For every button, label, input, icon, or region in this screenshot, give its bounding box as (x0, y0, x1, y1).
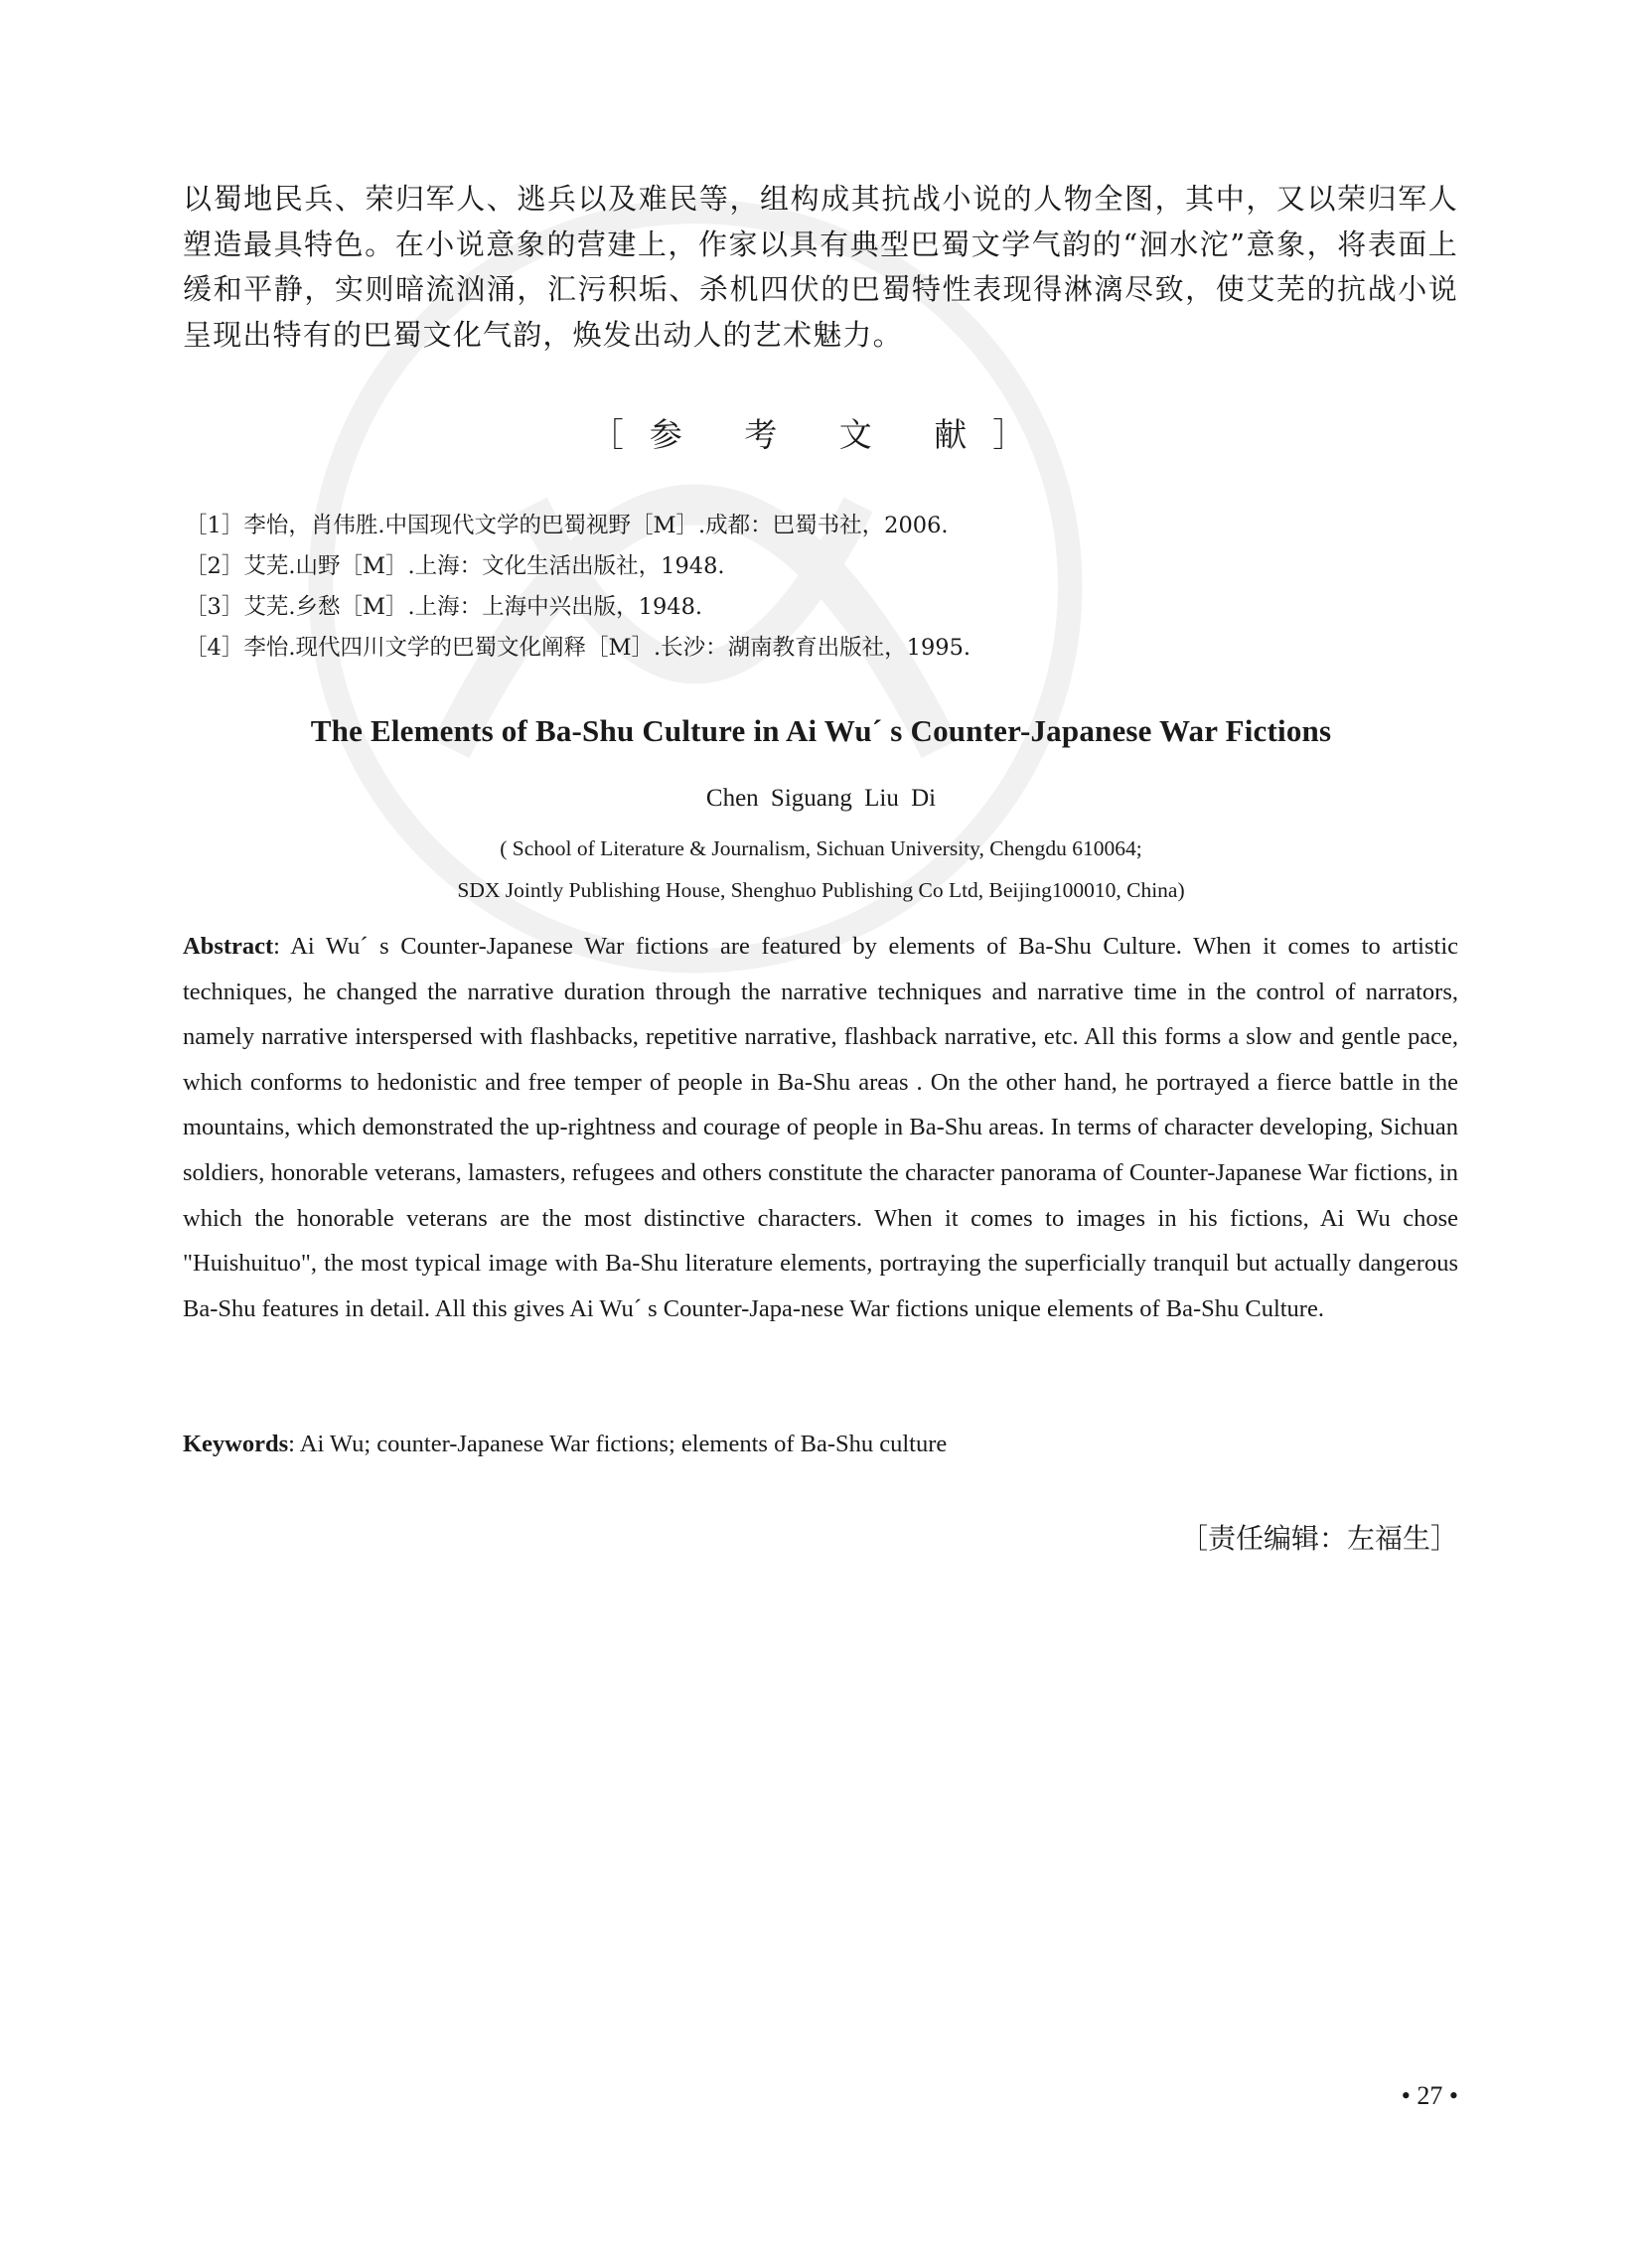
references-heading: ［参 考 文 献］ (590, 415, 1052, 454)
reference-item: ［1］李怡，肖伟胜.中国现代文学的巴蜀视野［M］.成都：巴蜀书社，2006. (185, 513, 949, 538)
chinese-body-paragraph: 以蜀地民兵、荣归军人、逃兵以及难民等，组构成其抗战小说的人物全图，其中，又以荣归军人塑造最具特色。在小说意象的营建上，作家以具有典型巴蜀文学气韵的“洄水沱”意象，将表面上缓和平静，实则暗流汹涌，汇污积垢、杀机四伏的巴蜀特性表现得淋漓尽致，使艾芜的抗战小说呈现出特有的巴蜀文化气韵，焕发出动人的艺术魅力。 (183, 182, 1458, 352)
english-keywords (183, 1422, 1458, 1466)
abstract-text: : Ai Wu´ s Counter-Japanese War fictions are featured by elements of Ba-Shu Culture. When it comes to artistic techniques, he changed the narrative duration through the narrative techniques and narrative time in the control of narrators, namely narrative interspersed with flashbacks, repetitive narrative, flashback narrative, etc. All this forms a slow and gentle pace, which conforms to hedonistic and free temper of people in Ba-Shu areas . On the other hand, he portrayed a fierce battle in the mountains, which demonstrated the up-rightness and courage of people in Ba-Shu areas. In terms of character developing, Sichuan soldiers, honorable veterans, lamasters, refugees and others constitute the character panorama of Counter-Japanese War fictions, in which the honorable veterans are the most distinctive characters. When it comes to images in his fictions, Ai Wu chose "Huishuituo", the most typical image with Ba-Shu literature elements, portraying the superficially tranquil but actually dangerous Ba-Shu features in detail. All this gives Ai Wu´ s Counter-Japa-nese War fictions unique elements of Ba-Shu Culture. (183, 933, 1458, 1322)
page-number: • 27 • (1401, 2081, 1458, 2110)
affiliation-line: ( School of Literature & Journalism, Sichuan University, Chengdu 610064; (500, 836, 1142, 860)
reference-item: ［3］艾芜.乡愁［M］.上海：上海中兴出版，1948. (185, 594, 703, 620)
references-list (185, 506, 1466, 669)
reference-item: ［4］李怡.现代四川文学的巴蜀文化阐释［M］.长沙：湖南教育出版社，1995. (185, 635, 971, 661)
responsible-editor-note: ［责任编辑：左福生］ (1179, 1522, 1458, 1555)
keywords-text: : Ai Wu; counter-Japanese War fictions; elements of Ba-Shu culture (288, 1431, 948, 1457)
reference-item: ［2］艾芜.山野［M］.上海：文化生活出版社，1948. (185, 553, 725, 579)
keywords-label: Keywords (183, 1431, 289, 1457)
affiliation-line: SDX Jointly Publishing House, Shenghuo Publishing Co Ltd, Beijing100010, China) (457, 878, 1185, 902)
english-title: The Elements of Ba-Shu Culture in Ai Wu´ s Counter-Japanese War Fictions (310, 713, 1332, 748)
english-authors: Chen Siguang Liu Di (705, 785, 937, 812)
abstract-label: Abstract (183, 933, 274, 960)
english-abstract (183, 924, 1458, 1331)
english-affiliation (0, 828, 1642, 911)
